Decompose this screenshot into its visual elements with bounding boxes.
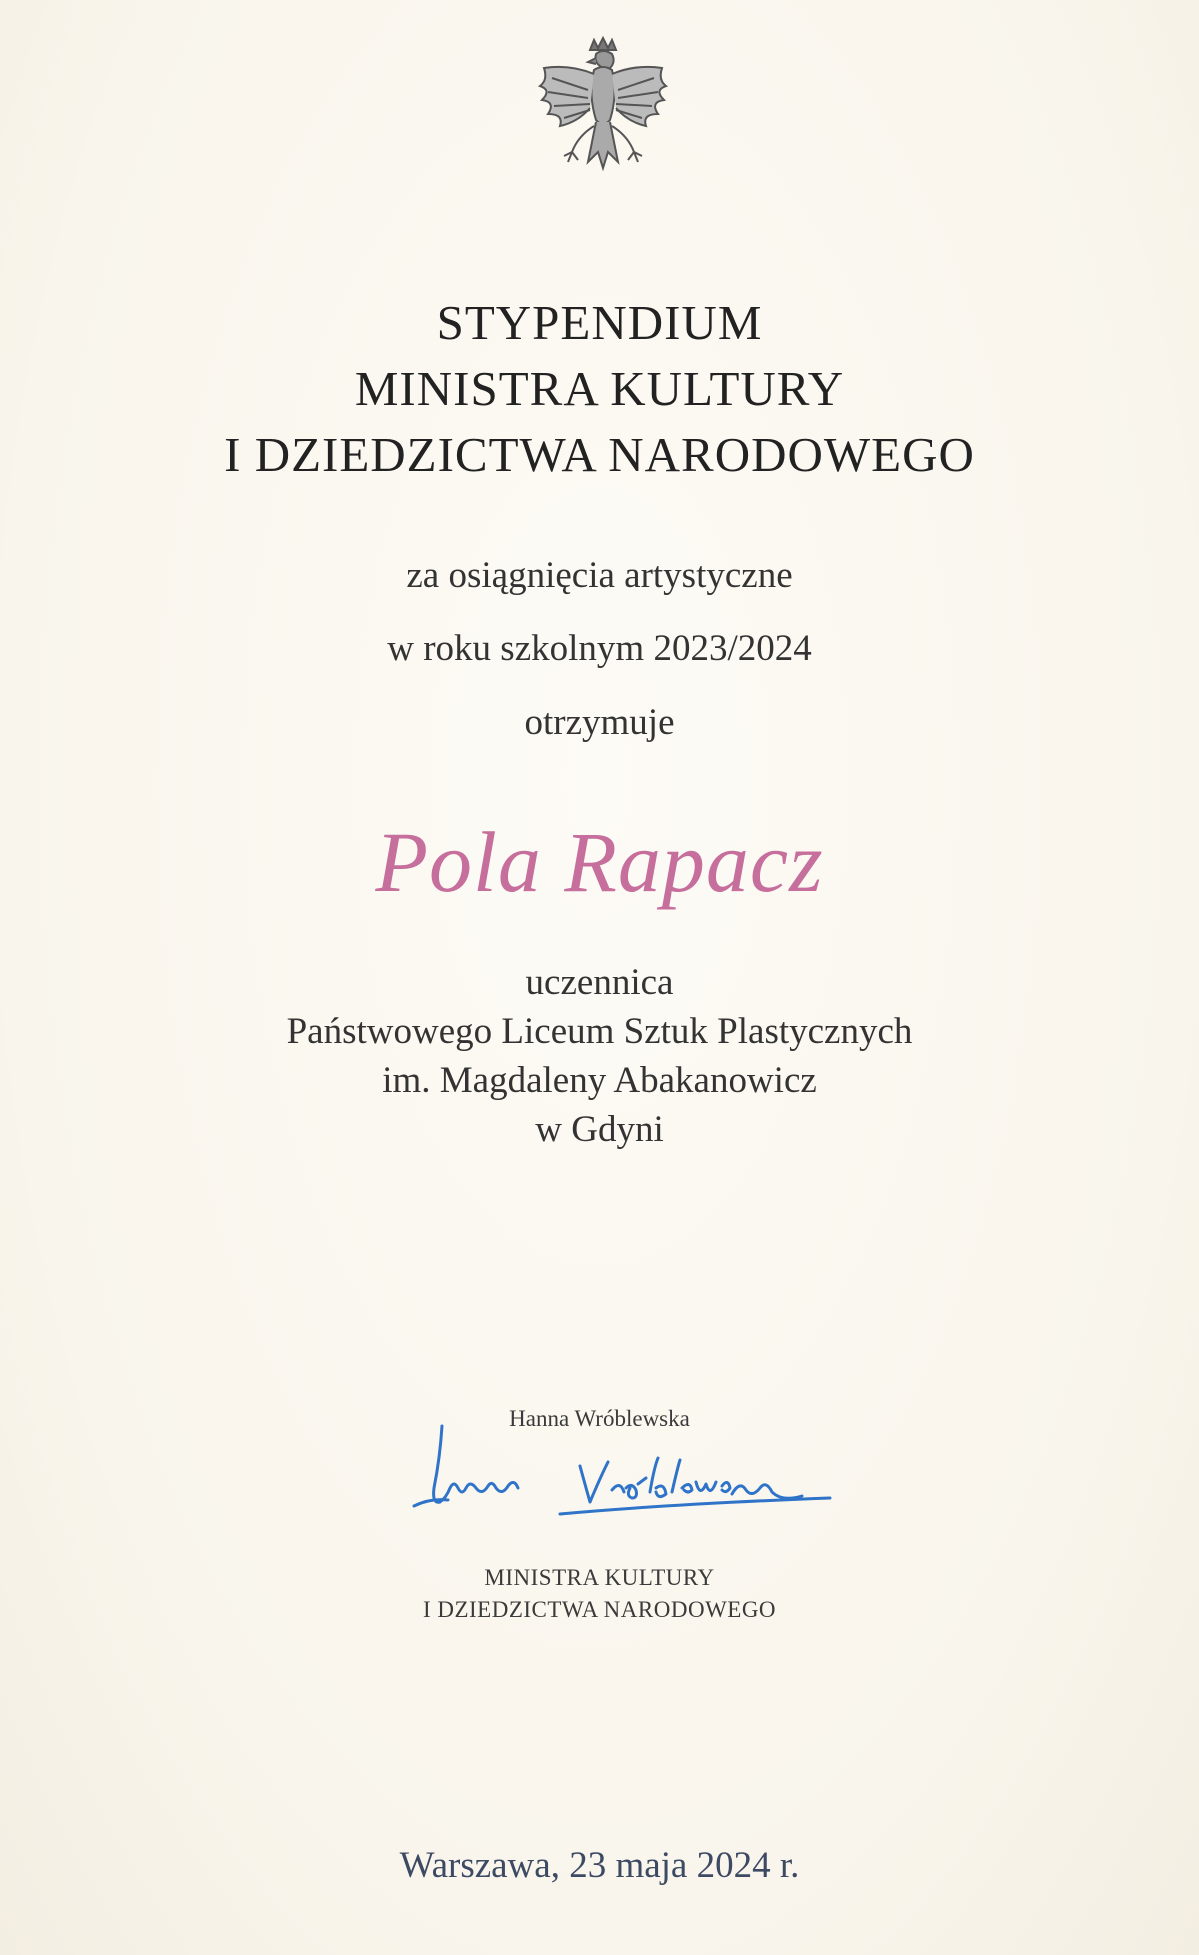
title-line-3: I DZIEDZICTWA NARODOWEGO bbox=[224, 427, 975, 482]
reason-text: za osiągnięcia artystyczne bbox=[406, 555, 793, 596]
receives-text: otrzymuje bbox=[524, 702, 675, 743]
school-name-line-1: Państwowego Liceum Sztuk Plastycznych bbox=[286, 1011, 913, 1052]
polish-eagle-emblem-icon bbox=[530, 34, 676, 194]
school-city: w Gdyni bbox=[535, 1109, 664, 1150]
title-line-2: MINISTRA KULTURY bbox=[354, 361, 845, 416]
student-role: uczennica bbox=[525, 962, 674, 1003]
school-year-text: w roku szkolnym 2023/2024 bbox=[387, 628, 812, 669]
title-line-1: STYPENDIUM bbox=[436, 295, 763, 350]
place-and-date: Warszawa, 23 maja 2024 r. bbox=[399, 1845, 800, 1886]
signatory-title-line-1: MINISTRA KULTURY bbox=[484, 1565, 715, 1590]
signatory-name: Hanna Wróblewska bbox=[509, 1406, 690, 1431]
recipient-name: Pola Rapacz bbox=[375, 814, 824, 910]
school-name-line-2: im. Magdaleny Abakanowicz bbox=[382, 1060, 817, 1101]
handwritten-signature bbox=[410, 1418, 840, 1528]
signatory-title-line-2: I DZIEDZICTWA NARODOWEGO bbox=[422, 1597, 777, 1622]
